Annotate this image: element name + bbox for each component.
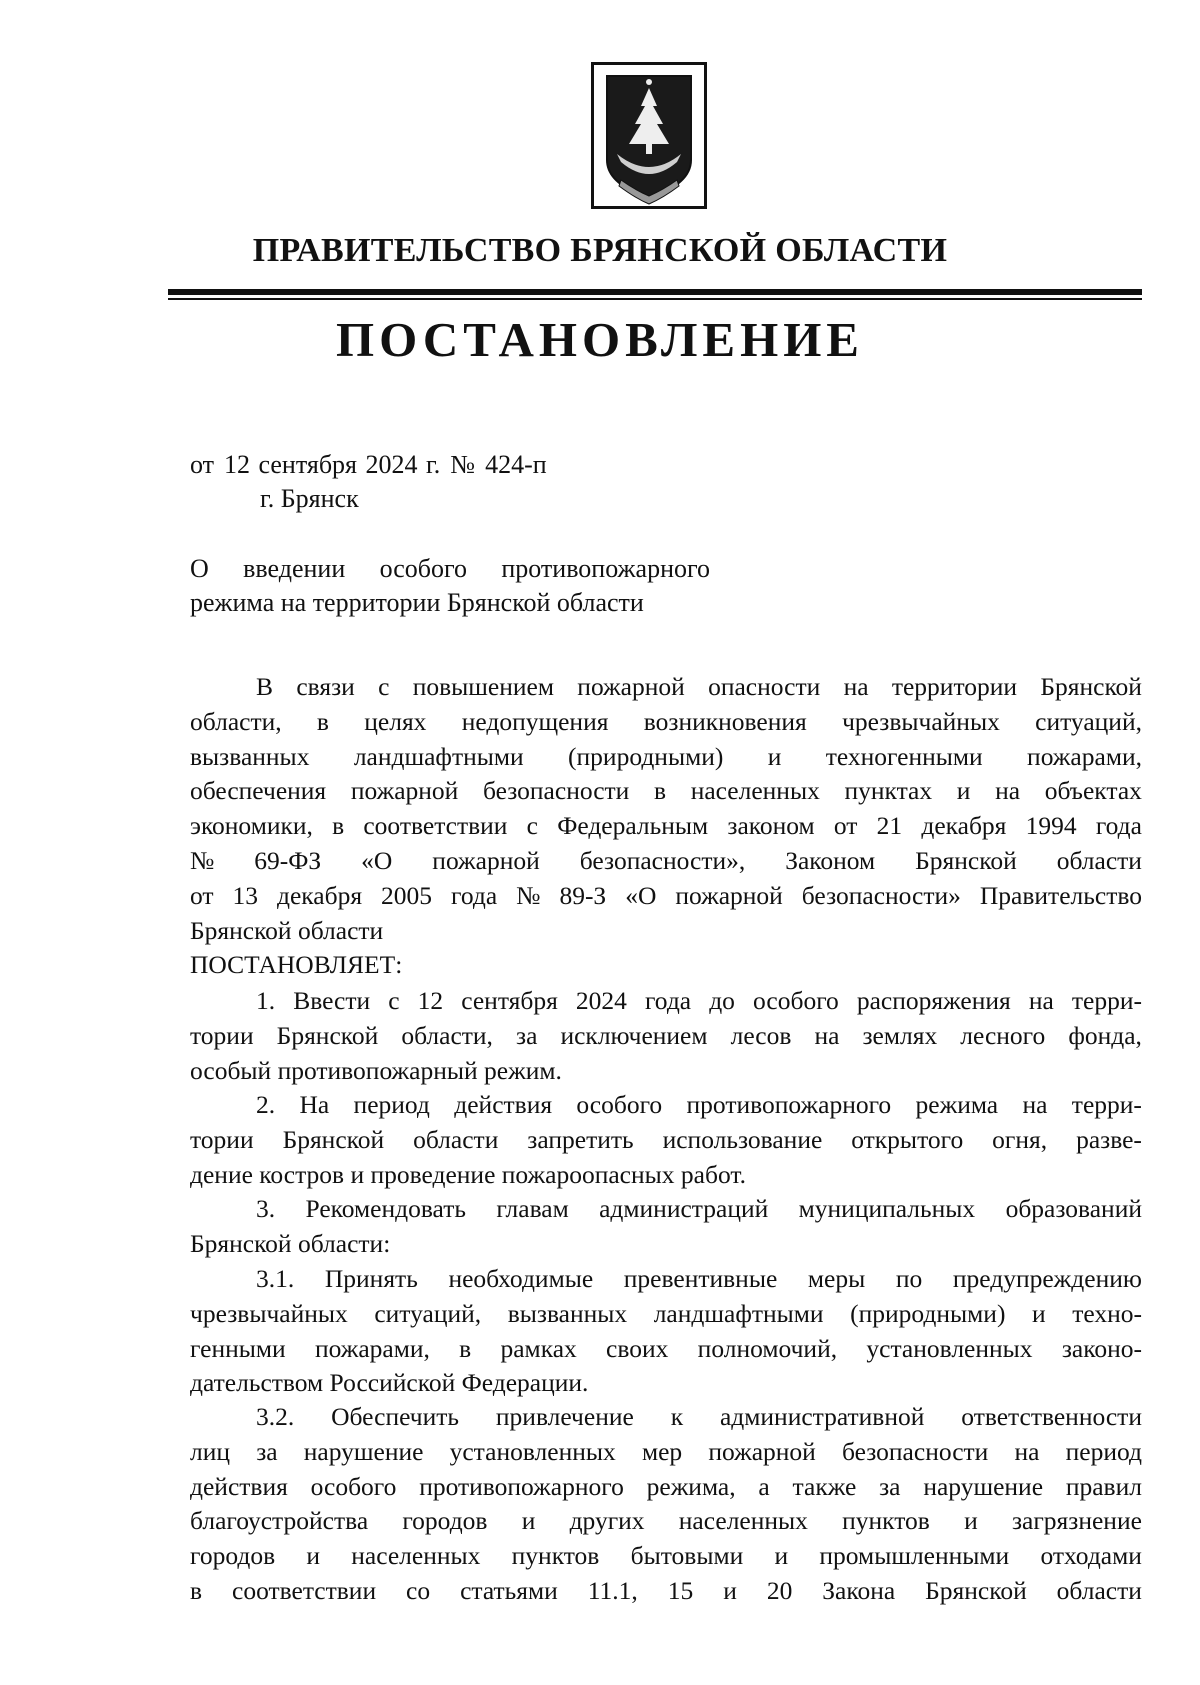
word: необходимые — [448, 1264, 594, 1293]
word: за — [879, 1471, 901, 1501]
word: промышленными — [819, 1541, 1010, 1571]
word: опасности — [708, 672, 821, 701]
word: городов — [402, 1506, 488, 1536]
word: Правительство — [979, 880, 1142, 910]
word: 12 — [417, 986, 444, 1015]
word: Закона — [822, 1575, 896, 1605]
word: области — [1056, 845, 1142, 875]
word: период — [353, 1090, 430, 1119]
preamble — [190, 670, 1142, 983]
item-line — [190, 1504, 1142, 1539]
word: в — [459, 1333, 472, 1363]
word: особого — [576, 1090, 663, 1119]
word: и — [767, 741, 782, 771]
item-line — [190, 1332, 1142, 1367]
word: в — [316, 706, 329, 736]
word: пунктов — [511, 1541, 600, 1571]
word: на — [1022, 1090, 1048, 1119]
word: установленных — [449, 1436, 616, 1466]
word: действия — [454, 1090, 553, 1119]
word: загрязнение — [1011, 1506, 1142, 1536]
word: разве- — [1076, 1124, 1142, 1154]
word: 3. — [256, 1194, 276, 1223]
word: правил — [1065, 1471, 1142, 1501]
word: предупреждению — [952, 1264, 1142, 1293]
word: особого — [753, 986, 839, 1015]
word: Брянской — [1040, 672, 1142, 701]
item-line: особый противопожарный режим. — [190, 1055, 562, 1085]
word: области, — [401, 1020, 493, 1050]
word: исключением — [560, 1020, 708, 1050]
word: ситуаций, — [374, 1298, 482, 1328]
word: отходами — [1040, 1541, 1142, 1571]
word: соответствии — [232, 1575, 377, 1605]
word: на — [1028, 986, 1054, 1015]
word: режима, — [646, 1471, 736, 1501]
item-line — [190, 984, 1142, 1019]
word: 2024 — [575, 986, 627, 1015]
word: ландшафтными — [653, 1298, 824, 1328]
word: на — [843, 672, 869, 701]
word: терри- — [1071, 1090, 1142, 1119]
item-line — [190, 1088, 1142, 1123]
word: особого — [310, 1471, 397, 1501]
word: безопасности», — [579, 845, 746, 875]
word: на — [814, 1020, 840, 1050]
word: ландшафтными — [353, 741, 524, 771]
word: своих — [606, 1333, 669, 1363]
item-line — [190, 1539, 1142, 1574]
word: установленных — [866, 1333, 1033, 1363]
word: безопасности» — [801, 880, 961, 910]
word: административной — [719, 1402, 925, 1431]
document-type: ПОСТАНОВЛЕНИЕ — [336, 312, 864, 367]
word: и — [1032, 1298, 1046, 1328]
word: Обеспечить — [331, 1402, 460, 1431]
item-3-1 — [190, 1262, 1142, 1401]
item-line — [190, 1400, 1142, 1435]
word: Брянской — [282, 1124, 385, 1154]
word: года — [644, 986, 692, 1015]
word: муниципальных — [798, 1194, 976, 1223]
word: обеспечения — [190, 776, 327, 806]
word: главам — [496, 1194, 569, 1223]
resolves-heading: ПОСТАНОВЛЯЕТ: — [190, 950, 403, 980]
word: других — [569, 1506, 645, 1536]
word: 2. — [256, 1090, 276, 1119]
word: декабря — [921, 811, 1007, 841]
word: нарушение — [303, 1436, 424, 1466]
item-line — [190, 1297, 1142, 1332]
word: благоустройства — [190, 1506, 369, 1536]
word: «О — [361, 845, 393, 875]
word: городов — [190, 1541, 276, 1571]
word: а — [758, 1471, 770, 1501]
word: объектах — [1044, 776, 1142, 806]
word: 69-ФЗ — [254, 845, 322, 875]
item-line: Брянской области: — [190, 1228, 391, 1258]
word: бытовыми — [630, 1541, 744, 1571]
word: превентивные — [623, 1264, 778, 1293]
word: пожарами, — [314, 1333, 430, 1363]
word: На — [299, 1090, 330, 1119]
document-date-line — [190, 450, 557, 480]
word: от — [190, 880, 214, 910]
word: ситуаций, — [1035, 706, 1142, 736]
word: 2005 — [381, 880, 433, 910]
preamble-line: Брянской области — [190, 915, 384, 945]
word: 3.1. — [256, 1264, 295, 1293]
word: со — [406, 1575, 431, 1605]
word: и — [306, 1541, 321, 1571]
preamble-line — [190, 774, 1142, 809]
preamble-line — [190, 844, 1142, 879]
item-3 — [190, 1192, 1142, 1262]
word: года — [451, 880, 498, 910]
word: Брянской — [276, 1020, 379, 1050]
word: статьями — [460, 1575, 558, 1605]
word: техно- — [1072, 1298, 1142, 1328]
word: пожарами, — [1027, 741, 1142, 771]
word: лесного — [960, 1020, 1046, 1050]
word: безопасности — [482, 776, 630, 806]
word: и — [521, 1506, 536, 1536]
word: действия — [190, 1471, 288, 1501]
word: и — [723, 1575, 737, 1605]
word: 1994 — [1025, 811, 1077, 841]
word: (природными) — [568, 741, 724, 771]
item-1 — [190, 984, 1142, 1088]
date-prefix: от — [190, 450, 215, 479]
word: в — [654, 776, 667, 806]
document-city: г. Брянск — [260, 484, 359, 513]
bryansk-coat-of-arms-icon — [591, 62, 707, 209]
word: огня, — [992, 1124, 1048, 1154]
word: Брянской — [925, 1575, 1027, 1605]
preamble-line — [190, 705, 1142, 740]
word: Законом — [785, 845, 876, 875]
word: и — [774, 1541, 789, 1571]
word: по — [895, 1264, 923, 1293]
word: № — [190, 845, 215, 875]
word: тории — [190, 1020, 254, 1050]
word: соответствии — [363, 811, 508, 841]
subject-line: режима на территории Брянской области — [190, 588, 644, 617]
word: пожарной — [577, 672, 685, 701]
word: техногенными — [825, 741, 983, 771]
word: Рекомендовать — [305, 1194, 466, 1223]
item-line — [190, 1262, 1142, 1297]
word: меры — [807, 1264, 866, 1293]
word: нарушение — [923, 1471, 1044, 1501]
word: чрезвычайных — [842, 706, 1000, 736]
word: В — [256, 672, 274, 701]
word: терри- — [1071, 986, 1142, 1015]
word: 13 — [232, 880, 259, 910]
number-sign: № — [450, 450, 476, 479]
word: период — [1065, 1436, 1142, 1466]
word: вызванных — [507, 1298, 628, 1328]
word: пожарной — [350, 776, 459, 806]
item-line — [190, 1192, 1142, 1227]
word: землях — [862, 1020, 938, 1050]
word: администраций — [599, 1194, 769, 1223]
word: населенных — [690, 776, 820, 806]
word: с — [388, 986, 400, 1015]
word: декабря — [277, 880, 363, 910]
word: на — [995, 776, 1021, 806]
word: 21 — [876, 811, 903, 841]
item-line — [190, 1470, 1142, 1505]
word: № — [516, 880, 541, 910]
document-number: 424-п — [485, 450, 547, 479]
item-line — [190, 1123, 1142, 1158]
word: 15 — [667, 1575, 694, 1605]
word: фонда, — [1068, 1020, 1142, 1050]
word: привлечение — [495, 1402, 634, 1431]
word: населенных — [678, 1506, 808, 1536]
word: генными — [190, 1333, 286, 1363]
item-line: дательством Российской Федерации. — [190, 1368, 589, 1398]
word: на — [1014, 1436, 1040, 1466]
word: пожарной — [708, 1436, 816, 1466]
word: безопасности — [841, 1436, 989, 1466]
word: законо- — [1061, 1333, 1142, 1363]
word: чрезвычайных — [190, 1298, 348, 1328]
preamble-line — [190, 670, 1142, 705]
word: пожарной — [432, 845, 540, 875]
word: с — [526, 811, 538, 841]
document-date: 12 сентября 2024 г. — [224, 450, 441, 479]
word: 20 — [766, 1575, 793, 1605]
word: Ввести — [293, 986, 371, 1015]
organization-name: ПРАВИТЕЛЬСТВО БРЯНСКОЙ ОБЛАСТИ — [252, 232, 948, 269]
word: недопущения — [461, 706, 609, 736]
word: открытого — [851, 1124, 964, 1154]
word: области, — [190, 706, 282, 736]
word: мер — [641, 1436, 683, 1466]
word: в — [190, 1575, 203, 1605]
word: тории — [190, 1124, 254, 1154]
item-line — [190, 1574, 1142, 1609]
word: полномочий, — [697, 1333, 838, 1363]
word: возникновения — [643, 706, 807, 736]
word: пожарной — [675, 880, 783, 910]
word: ответственности — [961, 1402, 1142, 1431]
word: Брянской — [915, 845, 1017, 875]
word: населенных — [351, 1541, 481, 1571]
word: территории — [891, 672, 1018, 701]
word: в — [332, 811, 345, 841]
subject-line: О введении особого противопожарного — [190, 554, 710, 583]
word: противопожарного — [686, 1090, 892, 1119]
word: области — [1056, 1575, 1142, 1605]
word: рамках — [500, 1333, 577, 1363]
word: с — [378, 672, 390, 701]
word: и — [956, 776, 971, 806]
word: 3.2. — [256, 1402, 295, 1431]
word: Федеральным — [557, 811, 709, 841]
word: режима — [915, 1090, 999, 1119]
header-divider-thin — [168, 298, 1142, 300]
document-subject — [190, 552, 710, 620]
word: пунктах — [844, 776, 933, 806]
word: лиц — [190, 1436, 231, 1466]
word: также — [792, 1471, 857, 1501]
word: за — [516, 1020, 538, 1050]
word: пунктов — [842, 1506, 930, 1536]
word: от — [833, 811, 858, 841]
word: вызванных — [190, 741, 310, 771]
word: образований — [1005, 1194, 1142, 1223]
preamble-line — [190, 879, 1142, 914]
header-divider-thick — [168, 289, 1142, 295]
word: распоряжения — [856, 986, 1011, 1015]
word: 1. — [256, 986, 276, 1015]
word: к — [670, 1402, 684, 1431]
word: сентября — [461, 986, 558, 1015]
item-3-2 — [190, 1400, 1142, 1609]
word: целях — [364, 706, 427, 736]
word: области — [413, 1124, 499, 1154]
word: экономики, — [190, 811, 313, 841]
word: Принять — [324, 1264, 418, 1293]
word: противопожарного — [419, 1471, 624, 1501]
item-line — [190, 1435, 1142, 1470]
word: за — [256, 1436, 278, 1466]
word: «О — [625, 880, 657, 910]
word: использование — [662, 1124, 823, 1154]
word: года — [1095, 811, 1142, 841]
word: и — [964, 1506, 978, 1536]
word: 89-З — [559, 880, 607, 910]
word: лесов — [730, 1020, 792, 1050]
word: законом — [727, 811, 815, 841]
word: (природными) — [850, 1298, 1006, 1328]
word: 11.1, — [587, 1575, 638, 1605]
preamble-line — [190, 809, 1142, 844]
preamble-line — [190, 740, 1142, 775]
word: повышением — [412, 672, 554, 701]
item-line: дение костров и проведение пожароопасных работ. — [190, 1159, 746, 1189]
word: запретить — [527, 1124, 634, 1154]
item-2 — [190, 1088, 1142, 1192]
word: до — [709, 986, 735, 1015]
item-line — [190, 1019, 1142, 1054]
word: связи — [296, 672, 355, 701]
